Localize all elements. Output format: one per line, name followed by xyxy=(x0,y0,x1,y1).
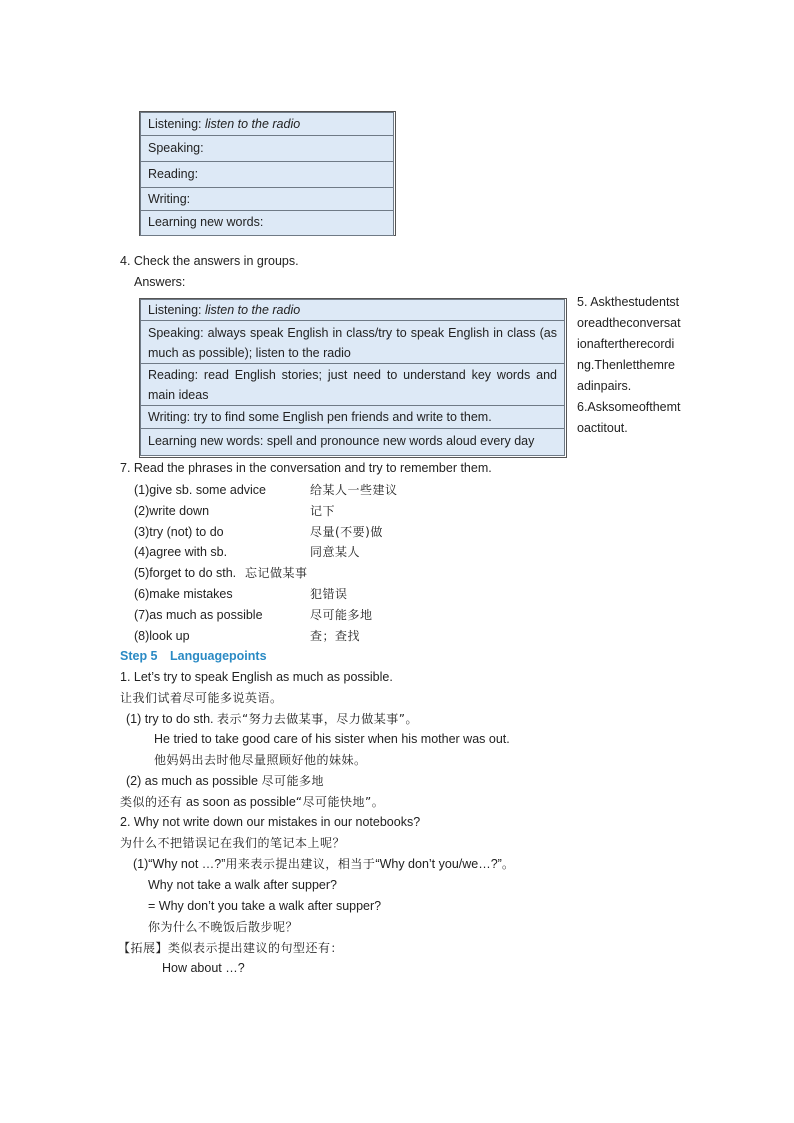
phrase-cn: 同意某人 xyxy=(310,545,361,559)
point-2-translation: 为什么不把错误记在我们的笔记本上呢？ xyxy=(120,836,346,850)
point-2: 2. Why not write down our mistakes in our notebooks? xyxy=(120,815,421,829)
table-row xyxy=(141,162,394,188)
table-answers xyxy=(140,299,565,456)
point-1b xyxy=(126,771,324,791)
row-label: Learning new words: xyxy=(148,215,264,229)
item-4: 4. Check the answers in groups. xyxy=(120,254,299,268)
phrase-cn: 尽可能多地 xyxy=(310,608,373,622)
table-row xyxy=(141,300,565,321)
point-1a-example: He tried to take good care of his sister when his mother was out. xyxy=(154,732,510,746)
listening-value: listen to the radio xyxy=(204,303,301,317)
side-item-6: 6.Asksomeofthemtoactitout. xyxy=(577,400,681,435)
step-title: Languagepoints xyxy=(170,649,267,663)
step-label: Step 5 xyxy=(120,649,158,663)
point-1c-cn: 类似的还有 xyxy=(120,795,183,809)
extension-heading: 【拓展】类似表示提出建议的句型还有： xyxy=(118,941,344,955)
row-label: Reading: xyxy=(148,167,199,181)
point-1c-cn2: “尽可能快地”。 xyxy=(295,795,385,809)
point-1b-cn: 尽可能多地 xyxy=(261,774,324,788)
point-1-translation: 让我们试着尽可能多说英语。 xyxy=(120,691,283,705)
phrase-cn: 查；查找 xyxy=(310,629,361,643)
row-label: Speaking: xyxy=(148,141,204,155)
point-2a-en-b: “Why don’t you/we…?”。 xyxy=(375,857,515,871)
point-1b-en: (2) as much as possible xyxy=(126,774,262,788)
point-2a-cn: 用来表示提出建议，相当于 xyxy=(225,857,376,871)
point-2a-en: (1)“Why not …?” xyxy=(133,857,226,871)
learning-answer: Learning new words: spell and pronounce new words aloud every day xyxy=(148,434,535,448)
table-row xyxy=(141,211,394,236)
phrase-cn: 给某人一些建议 xyxy=(310,483,398,497)
phrase-cn: 记下 xyxy=(310,504,336,518)
answers-label: Answers: xyxy=(134,275,186,289)
table-row xyxy=(141,188,394,211)
listening-label: Listening: xyxy=(148,303,205,317)
table-row xyxy=(141,364,565,406)
phrase-cn: 犯错误 xyxy=(310,587,348,601)
writing-answer: Writing: try to find some English pen friends and write to them. xyxy=(148,410,492,424)
side-item-5: 5. Askthestudentstoreadtheconversationaftertherecording.Thenletthemreadinpairs. xyxy=(577,295,681,393)
table-row xyxy=(141,429,565,456)
table-row xyxy=(141,321,565,364)
extension-example: How about …? xyxy=(162,961,245,975)
row-value: listen to the radio xyxy=(204,117,301,131)
point-1c-en: as soon as possible xyxy=(182,795,296,809)
phrase-cn: 尽量(不要)做 xyxy=(310,525,383,539)
row-label: Listening: xyxy=(148,117,205,131)
row-label: Writing: xyxy=(148,192,191,206)
phrase-en: (7)as much as possible xyxy=(134,608,263,622)
point-2-example-1: Why not take a walk after supper? xyxy=(148,878,337,892)
phrase-cn: 忘记做某事 xyxy=(245,566,308,580)
phrase-en: (6)make mistakes xyxy=(134,587,233,601)
phrase-en: (3)try (not) to do xyxy=(134,525,224,539)
point-1: 1. Let’s try to speak English as much as possible. xyxy=(120,670,393,684)
item-7: 7. Read the phrases in the conversation and try to remember them. xyxy=(120,461,492,475)
speaking-answer: Speaking: always speak English in class/try to speak English in class (as much as possible); listen to the radio xyxy=(148,326,557,360)
table-row xyxy=(141,113,394,136)
phrase-en: (8)look up xyxy=(134,629,190,643)
point-1a xyxy=(126,709,418,729)
phrase-en: (5)forget to do sth. xyxy=(134,566,237,580)
phrase-en: (1)give sb. some advice xyxy=(134,483,267,497)
point-1c xyxy=(120,792,384,812)
point-1a-example-translation: 他妈妈出去时他尽量照顾好他的妹妹。 xyxy=(154,753,367,767)
table-row xyxy=(141,136,394,162)
side-note xyxy=(577,292,681,439)
point-2-example-2: = Why don’t you take a walk after supper? xyxy=(148,899,382,913)
phrase-en: (4)agree with sb. xyxy=(134,545,228,559)
table-row xyxy=(141,406,565,429)
point-2-example-translation: 你为什么不晚饭后散步呢？ xyxy=(148,920,299,934)
point-1a-en: (1) try to do sth. xyxy=(126,712,218,726)
table-study-methods xyxy=(140,112,394,236)
reading-answer: Reading: read English stories; just need to understand key words and main ideas xyxy=(148,368,557,402)
point-1a-cn: 表示“努力去做某事，尽力做某事”。 xyxy=(217,712,418,726)
phrase-en: (2)write down xyxy=(134,504,210,518)
point-2a xyxy=(133,854,514,874)
